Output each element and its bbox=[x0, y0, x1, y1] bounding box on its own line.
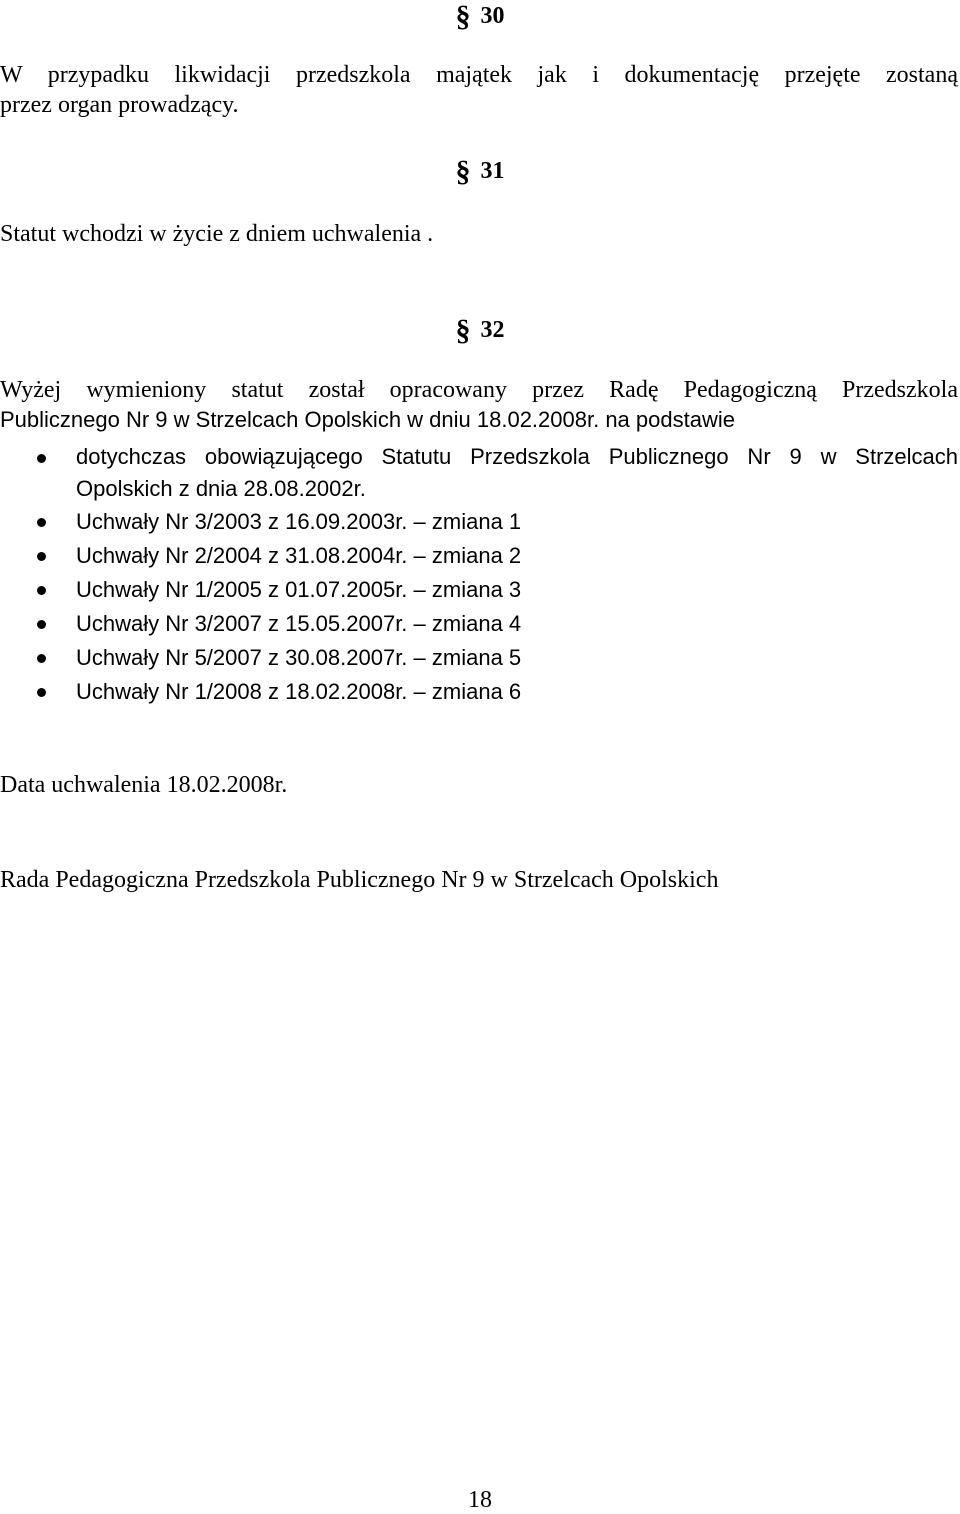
list-item bbox=[0, 441, 958, 505]
section-32-text-line2 bbox=[0, 405, 958, 435]
section-32-text-line1 bbox=[0, 375, 958, 405]
bullet-icon bbox=[37, 518, 46, 527]
section-number: 30 bbox=[480, 3, 505, 29]
adoption-date bbox=[0, 770, 958, 800]
section-30-heading bbox=[0, 0, 960, 33]
list-item-text: Uchwały Nr 2/2004 z 31.08.2004r. – zmiana 2 bbox=[76, 543, 522, 568]
list-item bbox=[0, 505, 958, 539]
adoption-date-text: Data uchwalenia 18.02.2008r. bbox=[0, 772, 288, 798]
list-item-text: Uchwały Nr 5/2007 z 30.08.2007r. – zmiana 5 bbox=[76, 645, 522, 670]
page-number: 18 bbox=[468, 1487, 492, 1513]
paragraph-sign: § bbox=[455, 0, 471, 33]
section-32-text: Wyżej wymieniony statut został opracowany przez Radę Pedagogiczną Przedszkola bbox=[0, 377, 958, 403]
section-30-text-line2 bbox=[0, 90, 958, 120]
section-30-text-continued: przez organ prowadzący. bbox=[0, 92, 239, 118]
list-item-text: Uchwały Nr 3/2003 z 16.09.2003r. – zmiana 1 bbox=[76, 509, 522, 534]
bullet-icon bbox=[37, 552, 46, 561]
section-number: 31 bbox=[480, 158, 505, 184]
section-32-text-continued: Publicznego Nr 9 w Strzelcach Opolskich w dniu 18.02.2008r. na podstawie bbox=[0, 407, 735, 432]
list-item bbox=[0, 607, 958, 641]
section-32-heading bbox=[0, 314, 960, 347]
section-number: 32 bbox=[480, 317, 505, 343]
list-item bbox=[0, 641, 958, 675]
list-item bbox=[0, 573, 958, 607]
bullet-icon bbox=[37, 620, 46, 629]
list-item-text: Uchwały Nr 1/2008 z 18.02.2008r. – zmiana 6 bbox=[76, 679, 522, 704]
list-item bbox=[0, 675, 958, 709]
signature-text: Rada Pedagogiczna Przedszkola Publicznego Nr 9 w Strzelcach Opolskich bbox=[0, 867, 719, 893]
list-item-text: Uchwały Nr 1/2005 z 01.07.2005r. – zmiana 3 bbox=[76, 577, 522, 602]
section-31-text bbox=[0, 219, 958, 249]
section-30-text: W przypadku likwidacji przedszkola majątek jak i dokumentację przejęte zostaną bbox=[0, 62, 958, 88]
bullet-icon bbox=[37, 654, 46, 663]
signature bbox=[0, 865, 958, 895]
section-31-text-content: Statut wchodzi w życie z dniem uchwalenia . bbox=[0, 221, 434, 247]
section-30-text-line1 bbox=[0, 60, 958, 90]
paragraph-sign: § bbox=[455, 314, 471, 347]
bullet-icon bbox=[37, 454, 46, 463]
paragraph-sign: § bbox=[455, 155, 471, 188]
list-item bbox=[0, 539, 958, 573]
list-item-text: dotychczas obowiązującego Statutu Przedszkola Publicznego Nr 9 w Strzelcach bbox=[76, 444, 958, 469]
bullet-icon bbox=[37, 688, 46, 697]
list-item-text: Uchwały Nr 3/2007 z 15.05.2007r. – zmiana 4 bbox=[76, 611, 522, 636]
section-31-heading bbox=[0, 155, 960, 188]
list-item-text-continued: Opolskich z dnia 28.08.2002r. bbox=[76, 476, 366, 501]
amendment-list bbox=[0, 441, 958, 709]
bullet-icon bbox=[37, 586, 46, 595]
